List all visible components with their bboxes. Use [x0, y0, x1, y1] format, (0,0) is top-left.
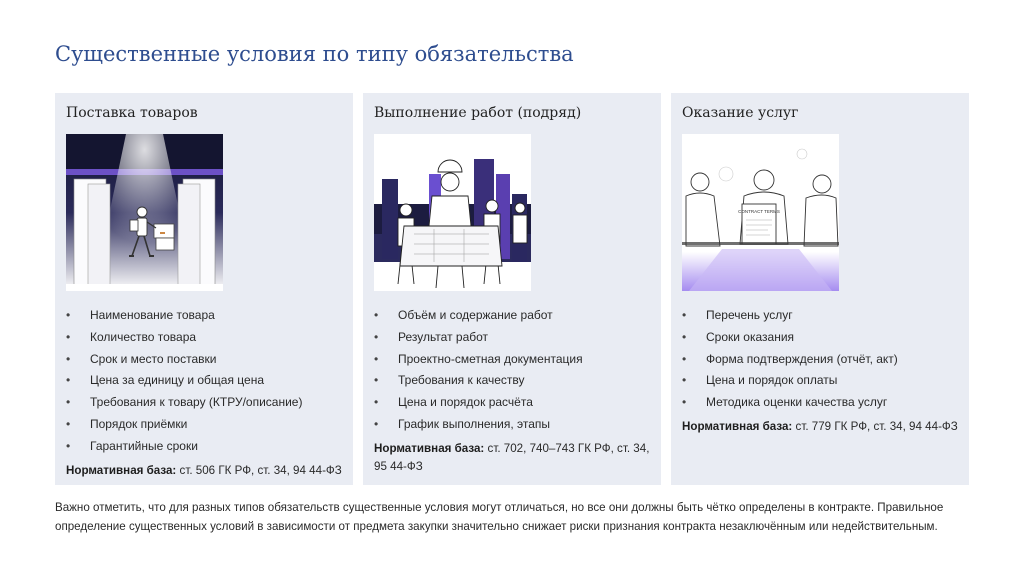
contract-sign: CONTRACT TERMS — [738, 209, 780, 214]
list-item: • Методика оценки качества услуг — [682, 392, 958, 414]
legal-basis-label: Нормативная база: — [682, 419, 793, 433]
list-item: • Требования к товару (КТРУ/описание) — [66, 392, 342, 414]
requirements-list — [682, 305, 958, 414]
list-item: • Форма подтверждения (отчёт, акт) — [682, 349, 958, 371]
list-item: • Цена и порядок расчёта — [374, 392, 650, 414]
construction-workers-icon — [374, 134, 531, 291]
legal-basis-text: ст. 506 ГК РФ, ст. 34, 94 44-ФЗ — [176, 463, 342, 477]
list-item: • Количество товара — [66, 327, 342, 349]
list-item: • Цена за единицу и общая цена — [66, 370, 342, 392]
legal-basis-text: ст. 779 ГК РФ, ст. 34, 94 44-ФЗ — [792, 419, 958, 433]
legal-basis — [374, 440, 650, 476]
list-item: • Срок и место поставки — [66, 349, 342, 371]
card-title: Выполнение работ (подряд) — [374, 105, 582, 121]
card-services — [671, 93, 969, 485]
legal-basis-text: ст. 702, 740–743 ГК РФ, ст. 34, 95 44-ФЗ — [374, 441, 650, 473]
requirements-list — [374, 305, 650, 436]
warehouse-delivery-icon — [66, 134, 223, 291]
list-item: • Сроки оказания — [682, 327, 958, 349]
legal-basis-label: Нормативная база: — [374, 441, 485, 455]
legal-basis — [66, 462, 342, 480]
list-item: • Цена и порядок оплаты — [682, 370, 958, 392]
list-item: • Требования к качеству — [374, 370, 650, 392]
card-title: Оказание услуг — [682, 105, 799, 121]
list-item: • Гарантийные сроки — [66, 436, 342, 458]
requirements-list — [66, 305, 342, 458]
legal-basis-label: Нормативная база: — [66, 463, 177, 477]
card-title: Поставка товаров — [66, 105, 198, 121]
list-item: • Порядок приёмки — [66, 414, 342, 436]
slide-title: Существенные условия по типу обязательства — [55, 42, 574, 66]
list-item: • Проектно-сметная документация — [374, 349, 650, 371]
list-item: • Перечень услуг — [682, 305, 958, 327]
list-item: • График выполнения, этапы — [374, 414, 650, 436]
footer-note: Важно отметить, что для разных типов обязательств существенные условия могут отличаться, но все они должны быть чётко определены в контракте. Правильное определение существенных условий в зависимости от предмета закупки значительно снижает риски признания контракта незаключённым или недействительным. — [55, 501, 944, 533]
contract-meeting-icon — [682, 134, 839, 291]
legal-basis — [682, 418, 958, 436]
card-works-contract — [363, 93, 661, 485]
list-item: • Наименование товара — [66, 305, 342, 327]
list-item: • Результат работ — [374, 327, 650, 349]
list-item: • Объём и содержание работ — [374, 305, 650, 327]
cards-row — [55, 93, 969, 485]
card-goods-supply — [55, 93, 353, 485]
